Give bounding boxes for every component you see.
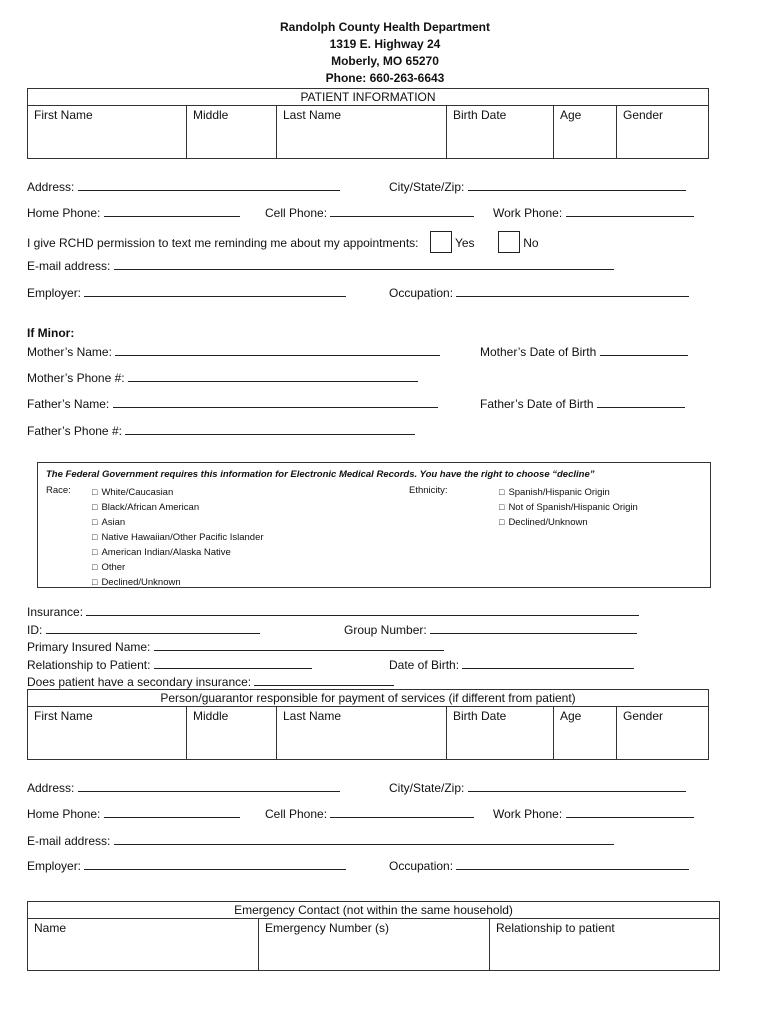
father-dob-label: Father’s Date of Birth (480, 397, 594, 411)
federal-notice: The Federal Government requires this information for Electronic Medical Records. You have the right to choose “decline” (46, 469, 595, 480)
id-field[interactable] (46, 622, 260, 634)
home-phone-label: Home Phone: (27, 206, 101, 220)
guarantor-city-state-zip-label: City/State/Zip: (389, 781, 465, 795)
home-phone-field[interactable] (104, 205, 240, 217)
father-phone-row (27, 423, 415, 438)
guarantor-email-label: E-mail address: (27, 834, 111, 848)
race-option[interactable]: □ Black/African American (92, 502, 200, 513)
mother-phone-row (27, 370, 418, 385)
occupation-row (389, 285, 689, 300)
work-phone-label: Work Phone: (493, 206, 563, 220)
employer-field[interactable] (84, 285, 346, 297)
checkbox-icon: □ (92, 532, 98, 542)
patient-last-name-cell[interactable]: Last Name (277, 106, 447, 159)
guarantor-age-cell[interactable]: Age (554, 707, 617, 760)
org-street: 1319 E. Highway 24 (329, 37, 441, 51)
guarantor-home-phone-label: Home Phone: (27, 807, 101, 821)
mother-dob-row (480, 344, 688, 359)
mother-name-row (27, 344, 440, 359)
employer-label: Employer: (27, 286, 82, 300)
guarantor-last-name-cell[interactable]: Last Name (277, 707, 447, 760)
insured-dob-label: Date of Birth: (389, 658, 460, 672)
mother-name-field[interactable] (115, 344, 440, 356)
guarantor-work-phone-label: Work Phone: (493, 807, 563, 821)
ethnicity-option[interactable]: □ Spanish/Hispanic Origin (499, 487, 610, 498)
text-permission-no-label: No (523, 236, 539, 250)
insurance-label: Insurance: (27, 605, 84, 619)
guarantor-address-label: Address: (27, 781, 75, 795)
guarantor-employer-field[interactable] (84, 858, 346, 870)
ethnicity-label: Ethnicity: (409, 485, 448, 496)
checkbox-icon: □ (499, 517, 505, 527)
patient-info-caption: PATIENT INFORMATION (28, 89, 709, 106)
occupation-label: Occupation: (389, 286, 454, 300)
mother-name-label: Mother’s Name: (27, 345, 112, 359)
primary-insured-label: Primary Insured Name: (27, 640, 151, 654)
cell-phone-label: Cell Phone: (265, 206, 328, 220)
mother-phone-field[interactable] (128, 370, 418, 382)
ethnicity-option[interactable]: □ Declined/Unknown (499, 517, 588, 528)
guarantor-middle-cell[interactable]: Middle (187, 707, 277, 760)
group-number-row (344, 622, 637, 637)
email-label: E-mail address: (27, 259, 111, 273)
patient-info-table (27, 88, 709, 159)
patient-age-cell[interactable]: Age (554, 106, 617, 159)
guarantor-address-field[interactable] (78, 780, 340, 792)
guarantor-birth-date-cell[interactable]: Birth Date (447, 707, 554, 760)
id-label: ID: (27, 623, 43, 637)
guarantor-first-name-cell[interactable]: First Name (28, 707, 187, 760)
patient-middle-cell[interactable]: Middle (187, 106, 277, 159)
race-label: Race: (46, 485, 71, 496)
guarantor-caption: Person/guarantor responsible for payment of services (if different from patient) (28, 690, 709, 707)
id-row (27, 622, 260, 637)
guarantor-cell-phone-row (265, 806, 474, 821)
org-phone: Phone: 660-263-6643 (325, 71, 445, 85)
mother-phone-label: Mother’s Phone #: (27, 371, 125, 385)
race-option[interactable]: □ Native Hawaiian/Other Pacific Islander (92, 532, 264, 543)
secondary-insurance-label: Does patient have a secondary insurance: (27, 675, 252, 689)
race-option[interactable]: □ Other (92, 562, 126, 573)
ethnicity-options (499, 485, 638, 530)
address-field[interactable] (78, 179, 340, 191)
text-permission-yes-checkbox[interactable] (430, 231, 452, 253)
guarantor-occupation-field[interactable] (456, 858, 689, 870)
emergency-caption: Emergency Contact (not within the same household) (28, 902, 720, 919)
race-option[interactable]: □ Declined/Unknown (92, 577, 181, 588)
primary-insured-field[interactable] (154, 639, 444, 651)
checkbox-icon: □ (92, 577, 98, 587)
ethnicity-option[interactable]: □ Not of Spanish/Hispanic Origin (499, 502, 638, 513)
guarantor-city-state-zip-field[interactable] (468, 780, 686, 792)
guarantor-city-state-zip-row (389, 780, 686, 795)
guarantor-occupation-label: Occupation: (389, 859, 454, 873)
father-name-label: Father’s Name: (27, 397, 110, 411)
text-permission-row (27, 231, 539, 253)
guarantor-email-field[interactable] (114, 833, 614, 845)
father-name-field[interactable] (113, 396, 438, 408)
home-phone-row (27, 205, 240, 220)
emergency-contact-table (27, 901, 720, 971)
work-phone-row (493, 205, 694, 220)
address-label: Address: (27, 180, 75, 194)
text-permission-yes-label: Yes (454, 236, 475, 250)
guarantor-address-row (27, 780, 340, 795)
group-number-label: Group Number: (344, 623, 427, 637)
checkbox-icon: □ (92, 547, 98, 557)
guarantor-work-phone-row (493, 806, 694, 821)
occupation-field[interactable] (456, 285, 689, 297)
checkbox-icon: □ (92, 517, 98, 527)
checkbox-icon: □ (499, 502, 505, 512)
guarantor-cell-phone-label: Cell Phone: (265, 807, 328, 821)
city-state-zip-field[interactable] (468, 179, 686, 191)
relationship-row (27, 657, 312, 672)
patient-birth-date-cell[interactable]: Birth Date (447, 106, 554, 159)
org-city: Moberly, MO 65270 (331, 54, 439, 68)
insurance-row (27, 604, 639, 619)
guarantor-cell-phone-field[interactable] (330, 806, 474, 818)
guarantor-table (27, 689, 709, 760)
patient-gender-cell[interactable]: Gender (617, 106, 709, 159)
patient-first-name-cell[interactable]: First Name (28, 106, 187, 159)
minor-heading: If Minor: (27, 326, 75, 340)
guarantor-email-row (27, 833, 614, 848)
text-permission-no-checkbox[interactable] (498, 231, 520, 253)
emergency-number-cell[interactable]: Emergency Number (s) (259, 919, 490, 971)
race-options (92, 485, 264, 590)
guarantor-home-phone-field[interactable] (104, 806, 240, 818)
checkbox-icon: □ (92, 562, 98, 572)
father-name-row (27, 396, 438, 411)
race-option[interactable]: □ American Indian/Alaska Native (92, 547, 231, 558)
insurance-field[interactable] (86, 604, 639, 616)
insured-dob-field[interactable] (462, 657, 634, 669)
checkbox-icon: □ (92, 502, 98, 512)
father-phone-label: Father’s Phone #: (27, 424, 122, 438)
checkbox-icon: □ (92, 487, 98, 497)
emergency-name-cell[interactable]: Name (28, 919, 259, 971)
employer-row (27, 285, 346, 300)
guarantor-home-phone-row (27, 806, 240, 821)
insured-dob-row (389, 657, 634, 672)
mother-dob-label: Mother’s Date of Birth (480, 345, 597, 359)
father-dob-field[interactable] (597, 396, 685, 408)
father-phone-field[interactable] (125, 423, 415, 435)
guarantor-occupation-row (389, 858, 689, 873)
city-state-zip-row (389, 179, 686, 194)
mother-dob-field[interactable] (600, 344, 688, 356)
guarantor-gender-cell[interactable]: Gender (617, 707, 709, 760)
emergency-relationship-cell[interactable]: Relationship to patient (490, 919, 720, 971)
city-state-zip-label: City/State/Zip: (389, 180, 465, 194)
org-name: Randolph County Health Department (279, 20, 490, 34)
guarantor-work-phone-field[interactable] (566, 806, 694, 818)
cell-phone-field[interactable] (330, 205, 474, 217)
relationship-field[interactable] (154, 657, 312, 669)
group-number-field[interactable] (430, 622, 637, 634)
cell-phone-row (265, 205, 474, 220)
secondary-insurance-field[interactable] (254, 674, 394, 686)
checkbox-icon: □ (499, 487, 505, 497)
secondary-insurance-row (27, 674, 394, 689)
address-row (27, 179, 340, 194)
race-option[interactable]: □ White/Caucasian (92, 487, 174, 498)
relationship-label: Relationship to Patient: (27, 658, 151, 672)
work-phone-field[interactable] (566, 205, 694, 217)
text-permission-label: I give RCHD permission to text me reminding me about my appointments: (27, 236, 419, 250)
email-field[interactable] (114, 258, 614, 270)
email-row (27, 258, 614, 273)
primary-insured-row (27, 639, 444, 654)
guarantor-employer-label: Employer: (27, 859, 82, 873)
father-dob-row (480, 396, 685, 411)
guarantor-employer-row (27, 858, 346, 873)
race-option[interactable]: □ Asian (92, 517, 126, 528)
